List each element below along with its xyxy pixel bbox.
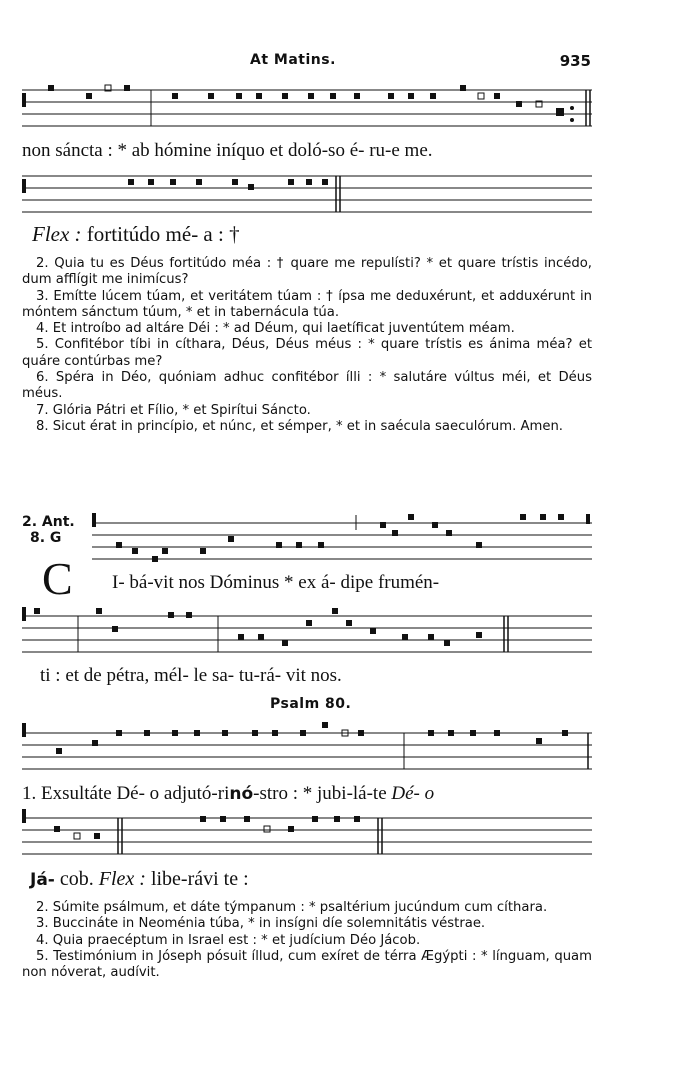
flex-text: libe-rávi te :: [150, 868, 249, 890]
verse: 3. Buccináte in Neoménia túba, * in insígni díe solemnitátis véstrae.: [36, 916, 486, 932]
antiphon-lyric-1: I- bá-vit nos Dóminus * ex á- dipe frumén-: [112, 572, 440, 593]
verse: 5. Testimónium in Jóseph pósuit íllud, cum exíret de térra Ægýpti : * línguam, quam non nóverat, audívit.: [22, 948, 592, 981]
verse: 7. Glória Pátri et Fílio, * et Spirítui Sáncto.: [36, 402, 311, 418]
page-number: 935: [559, 52, 591, 70]
flex-line-1: [32, 222, 240, 247]
flex-label: Flex :: [32, 222, 82, 246]
verse: 4. Quia praecéptum in Israel est : * et judícium Déo Jácob.: [36, 932, 421, 948]
flex-text: fortitúdo mé- a : †: [86, 222, 240, 246]
verse: 2. Súmite psálmum, et dáte týmpanum : * psaltérium jucúndum cum cíthara.: [36, 900, 548, 915]
antiphon-number: 2. Ant.: [22, 514, 75, 530]
chant1-lyric: non sáncta : * ab hómine iníquo et doló-so é- ru-e me.: [22, 140, 433, 161]
section-title: At Matins.: [250, 52, 336, 68]
lyric-italic: Dé- o: [391, 783, 435, 804]
flex-label: Flex :: [98, 868, 146, 890]
antiphon-label: [22, 514, 75, 546]
antiphon-lyric-2: ti : et de pétra, mél- le sa- tu-rá- vit nos.: [40, 665, 342, 686]
running-header: [0, 52, 673, 72]
lyric-part: cob.: [59, 868, 94, 890]
verse: 6. Spéra in Déo, quóniam adhuc confitébor ílli : * salutáre vúltus méi, et Déus méus.: [22, 370, 592, 402]
antiphon-mode: 8. G: [30, 530, 62, 546]
antiphon-initial: C: [42, 553, 73, 604]
lyric-bold: nó: [229, 784, 254, 804]
verse: 5. Confitébor tíbi in cíthara, Déus, Déus méus : * quare trístis es ánima méa? et quáre contúrbas me?: [22, 337, 592, 369]
verse: 2. Quia tu es Déus fortitúdo méa : † quare me repulísti? * et quare trístis incédo, dum afflígit me inimícus?: [22, 256, 592, 288]
psalm42-verses: [22, 256, 592, 435]
lyric-part: -stro : * jubi-lá-te: [253, 783, 387, 804]
verse: 8. Sicut érat in princípio, et núnc, et sémper, * et in saécula saeculórum. Amen.: [36, 418, 564, 434]
psalm80-verses: [22, 900, 592, 981]
psalm80-lyric-1: [22, 783, 434, 805]
verse: 4. Et introíbo ad altáre Déi : * ad Déum, qui laetíficat juventútem méam.: [36, 321, 515, 337]
lyric-bold: Já-: [30, 870, 55, 890]
psalm80-title: Psalm 80.: [270, 696, 352, 712]
lyric-part: 1. Exsultáte Dé- o adjutó-ri: [22, 783, 230, 804]
psalm80-lyric-2: [30, 868, 249, 891]
verse: 3. Emítte lúcem túam, et veritátem túam : † ípsa me deduxérunt, et adduxérunt in móntem sánctum túum, * et in tabernácula túa.: [22, 288, 592, 320]
